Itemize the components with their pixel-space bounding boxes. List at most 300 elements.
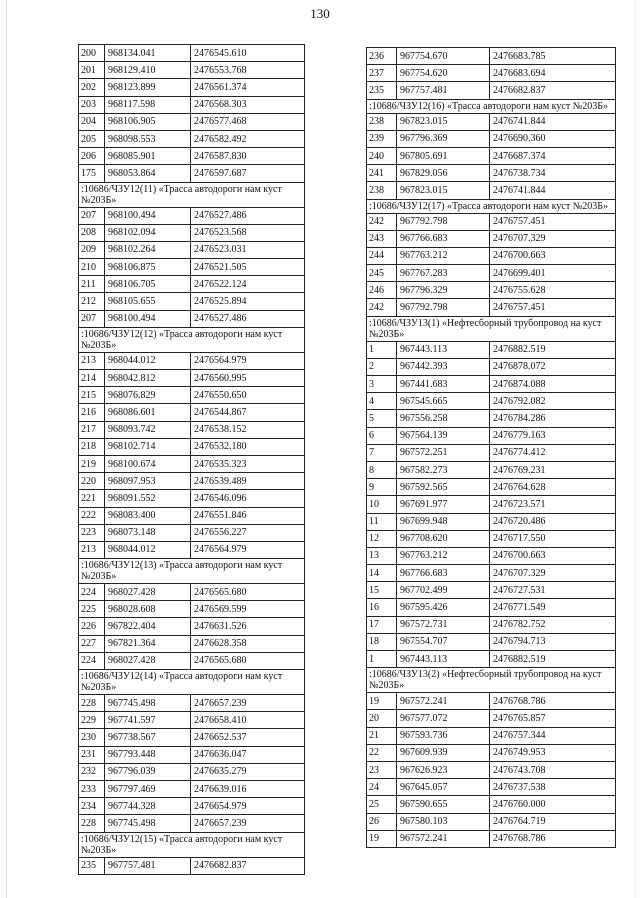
y-coordinate: 2476657.239 (191, 815, 305, 832)
right-table-body (367, 48, 616, 848)
x-coordinate: 968134.041 (105, 45, 191, 62)
table-row (367, 247, 616, 264)
y-coordinate: 2476521.505 (191, 259, 305, 276)
y-coordinate: 2476565.680 (191, 652, 305, 669)
table-row (79, 635, 305, 652)
point-number: 240 (367, 147, 397, 164)
table-row (367, 616, 616, 633)
table-row (367, 48, 616, 65)
x-coordinate: 968100.494 (105, 207, 191, 224)
table-row (79, 541, 305, 558)
table-row (367, 165, 616, 182)
y-coordinate: 2476569.599 (191, 601, 305, 618)
x-coordinate: 967699.948 (397, 513, 490, 530)
point-number: 218 (79, 438, 105, 455)
table-row (367, 530, 616, 547)
point-number: 207 (79, 310, 105, 327)
y-coordinate: 2476707.329 (490, 230, 616, 247)
left-table-body (79, 45, 305, 875)
x-coordinate: 968027.428 (105, 584, 191, 601)
x-coordinate: 967821.364 (105, 635, 191, 652)
point-number: 235 (79, 857, 105, 874)
x-coordinate: 967792.798 (397, 213, 490, 230)
x-coordinate: 967443.113 (397, 341, 490, 358)
point-number: 203 (79, 96, 105, 113)
table-row (79, 130, 305, 147)
table-row (367, 113, 616, 130)
point-number: 1 (367, 651, 397, 668)
point-number: 244 (367, 247, 397, 264)
point-number: 21 (367, 727, 397, 744)
y-coordinate: 2476539.489 (191, 473, 305, 490)
y-coordinate: 2476784.286 (490, 410, 616, 427)
table-row (79, 524, 305, 541)
point-number: 205 (79, 130, 105, 147)
table-row (367, 633, 616, 650)
section-title: :10686/ЧЗУ12(17) «Трасса автодороги нам куст №203Б» (367, 199, 616, 213)
point-number: 5 (367, 410, 397, 427)
point-number: 238 (367, 113, 397, 130)
table-row (367, 299, 616, 316)
y-coordinate: 2476878.072 (490, 358, 616, 375)
x-coordinate: 967593.736 (397, 727, 490, 744)
y-coordinate: 2476720.486 (490, 513, 616, 530)
section-header-row (79, 182, 305, 207)
table-row (79, 815, 305, 832)
x-coordinate: 967796.329 (397, 282, 490, 299)
table-row (367, 479, 616, 496)
table-row (79, 455, 305, 472)
table-row (79, 780, 305, 797)
table-row (367, 496, 616, 513)
x-coordinate: 967757.481 (397, 82, 490, 99)
y-coordinate: 2476699.401 (490, 265, 616, 282)
y-coordinate: 2476654.979 (191, 798, 305, 815)
table-row (79, 276, 305, 293)
point-number: 232 (79, 763, 105, 780)
y-coordinate: 2476764.719 (490, 813, 616, 830)
table-row (79, 165, 305, 182)
y-coordinate: 2476587.830 (191, 148, 305, 165)
x-coordinate: 967797.469 (105, 780, 191, 797)
point-number: 12 (367, 530, 397, 547)
y-coordinate: 2476792.082 (490, 393, 616, 410)
x-coordinate: 967805.691 (397, 147, 490, 164)
table-row (79, 370, 305, 387)
y-coordinate: 2476652.537 (191, 729, 305, 746)
y-coordinate: 2476757.451 (490, 213, 616, 230)
x-coordinate: 968073.148 (105, 524, 191, 541)
y-coordinate: 2476760.000 (490, 796, 616, 813)
point-number: 20 (367, 710, 397, 727)
x-coordinate: 967572.731 (397, 616, 490, 633)
y-coordinate: 2476737.538 (490, 779, 616, 796)
table-row (79, 96, 305, 113)
x-coordinate: 968083.400 (105, 507, 191, 524)
table-row (79, 746, 305, 763)
section-header-row (367, 316, 616, 341)
y-coordinate: 2476743.708 (490, 761, 616, 778)
y-coordinate: 2476700.663 (490, 547, 616, 564)
point-number: 11 (367, 513, 397, 530)
y-coordinate: 2476550.650 (191, 387, 305, 404)
table-row (367, 710, 616, 727)
table-row (367, 82, 616, 99)
y-coordinate: 2476658.410 (191, 712, 305, 729)
point-number: 206 (79, 148, 105, 165)
x-coordinate: 967754.620 (397, 65, 490, 82)
point-number: 14 (367, 565, 397, 582)
y-coordinate: 2476749.953 (490, 744, 616, 761)
table-row (79, 45, 305, 62)
point-number: 25 (367, 796, 397, 813)
point-number: 175 (79, 165, 105, 182)
table-row (367, 282, 616, 299)
x-coordinate: 968093.742 (105, 421, 191, 438)
section-header-row (79, 670, 305, 695)
y-coordinate: 2476527.486 (191, 310, 305, 327)
x-coordinate: 967626.923 (397, 761, 490, 778)
x-coordinate: 967582.273 (397, 461, 490, 478)
table-row (79, 79, 305, 96)
table-row (367, 761, 616, 778)
table-row (367, 358, 616, 375)
y-coordinate: 2476774.412 (490, 444, 616, 461)
point-number: 16 (367, 599, 397, 616)
table-row (367, 547, 616, 564)
x-coordinate: 967595.426 (397, 599, 490, 616)
table-row (367, 147, 616, 164)
section-title: :10686/ЧЗУ12(16) «Трасса автодороги нам куст №203Б» (367, 99, 616, 113)
y-coordinate: 2476683.785 (490, 48, 616, 65)
table-row (79, 148, 305, 165)
x-coordinate: 967545.665 (397, 393, 490, 410)
y-coordinate: 2476561.374 (191, 79, 305, 96)
point-number: 209 (79, 241, 105, 258)
y-coordinate: 2476764.628 (490, 479, 616, 496)
table-row (367, 813, 616, 830)
y-coordinate: 2476546.096 (191, 490, 305, 507)
section-title: :10686/ЧЗУ13(2) «Нефтесборный трубопровод на куст №203Б» (367, 668, 616, 693)
y-coordinate: 2476727.531 (490, 582, 616, 599)
x-coordinate: 968097.953 (105, 473, 191, 490)
x-coordinate: 968044.012 (105, 352, 191, 369)
y-coordinate: 2476717.550 (490, 530, 616, 547)
x-coordinate: 967792.798 (397, 299, 490, 316)
point-number: 219 (79, 455, 105, 472)
y-coordinate: 2476682.837 (490, 82, 616, 99)
x-coordinate: 967572.241 (397, 830, 490, 847)
table-row (79, 387, 305, 404)
y-coordinate: 2476564.979 (191, 541, 305, 558)
point-number: 213 (79, 352, 105, 369)
table-row (79, 601, 305, 618)
x-coordinate: 967691.977 (397, 496, 490, 513)
table-row (367, 213, 616, 230)
y-coordinate: 2476565.680 (191, 584, 305, 601)
table-row (367, 410, 616, 427)
table-row (367, 461, 616, 478)
x-coordinate: 967763.212 (397, 247, 490, 264)
y-coordinate: 2476535.323 (191, 455, 305, 472)
point-number: 15 (367, 582, 397, 599)
y-coordinate: 2476779.163 (490, 427, 616, 444)
x-coordinate: 967708.620 (397, 530, 490, 547)
section-header-row (79, 327, 305, 352)
section-title: :10686/ЧЗУ12(14) «Трасса автодороги нам куст №203Б» (79, 670, 305, 695)
x-coordinate: 968117.598 (105, 96, 191, 113)
point-number: 211 (79, 276, 105, 293)
y-coordinate: 2476741.844 (490, 182, 616, 199)
point-number: 22 (367, 744, 397, 761)
y-coordinate: 2476771.549 (490, 599, 616, 616)
x-coordinate: 968044.012 (105, 541, 191, 558)
point-number: 217 (79, 421, 105, 438)
point-number: 237 (367, 65, 397, 82)
x-coordinate: 967744.328 (105, 798, 191, 815)
table-row (79, 763, 305, 780)
y-coordinate: 2476639.016 (191, 780, 305, 797)
section-header-row (367, 668, 616, 693)
y-coordinate: 2476755.628 (490, 282, 616, 299)
table-row (79, 404, 305, 421)
table-row (79, 695, 305, 712)
section-header-row (79, 832, 305, 857)
table-row (367, 182, 616, 199)
table-row (367, 130, 616, 147)
x-coordinate: 968102.714 (105, 438, 191, 455)
coordinates-table-right (366, 47, 616, 848)
y-coordinate: 2476635.279 (191, 763, 305, 780)
section-title: :10686/ЧЗУ12(12) «Трасса автодороги нам куст №203Б» (79, 327, 305, 352)
table-row (367, 744, 616, 761)
x-coordinate: 967766.683 (397, 565, 490, 582)
table-row (79, 729, 305, 746)
point-number: 227 (79, 635, 105, 652)
x-coordinate: 967443.113 (397, 651, 490, 668)
x-coordinate: 968123.899 (105, 79, 191, 96)
point-number: 214 (79, 370, 105, 387)
table-row (79, 113, 305, 130)
x-coordinate: 967572.241 (397, 693, 490, 710)
table-row (79, 857, 305, 874)
y-coordinate: 2476741.844 (490, 113, 616, 130)
y-coordinate: 2476707.329 (490, 565, 616, 582)
y-coordinate: 2476768.786 (490, 830, 616, 847)
y-coordinate: 2476782.752 (490, 616, 616, 633)
point-number: 245 (367, 265, 397, 282)
section-header-row (79, 559, 305, 584)
point-number: 215 (79, 387, 105, 404)
point-number: 8 (367, 461, 397, 478)
point-number: 201 (79, 62, 105, 79)
y-coordinate: 2476544.867 (191, 404, 305, 421)
x-coordinate: 967822.404 (105, 618, 191, 635)
x-coordinate: 967741.597 (105, 712, 191, 729)
point-number: 231 (79, 746, 105, 763)
x-coordinate: 967592.565 (397, 479, 490, 496)
table-row (79, 652, 305, 669)
point-number: 202 (79, 79, 105, 96)
table-row (367, 599, 616, 616)
table-row (79, 62, 305, 79)
point-number: 207 (79, 207, 105, 224)
point-number: 221 (79, 490, 105, 507)
y-coordinate: 2476794.713 (490, 633, 616, 650)
y-coordinate: 2476757.344 (490, 727, 616, 744)
point-number: 204 (79, 113, 105, 130)
x-coordinate: 967823.015 (397, 182, 490, 199)
y-coordinate: 2476769.231 (490, 461, 616, 478)
section-title: :10686/ЧЗУ13(1) «Нефтесборный трубопровод на куст №203Б» (367, 316, 616, 341)
point-number: 223 (79, 524, 105, 541)
table-row (79, 618, 305, 635)
section-title: :10686/ЧЗУ12(13) «Трасса автодороги нам куст №203Б» (79, 559, 305, 584)
point-number: 234 (79, 798, 105, 815)
table-row (367, 265, 616, 282)
x-coordinate: 968053.864 (105, 165, 191, 182)
x-coordinate: 967590.655 (397, 796, 490, 813)
y-coordinate: 2476582.492 (191, 130, 305, 147)
x-coordinate: 967554.707 (397, 633, 490, 650)
table-row (79, 224, 305, 241)
x-coordinate: 967745.498 (105, 695, 191, 712)
x-coordinate: 967609.939 (397, 744, 490, 761)
point-number: 224 (79, 584, 105, 601)
y-coordinate: 2476523.031 (191, 241, 305, 258)
y-coordinate: 2476700.663 (490, 247, 616, 264)
x-coordinate: 967754.670 (397, 48, 490, 65)
point-number: 17 (367, 616, 397, 633)
point-number: 200 (79, 45, 105, 62)
point-number: 2 (367, 358, 397, 375)
point-number: 208 (79, 224, 105, 241)
x-coordinate: 967580.103 (397, 813, 490, 830)
point-number: 26 (367, 813, 397, 830)
x-coordinate: 968100.494 (105, 310, 191, 327)
table-row (367, 651, 616, 668)
point-number: 246 (367, 282, 397, 299)
point-number: 230 (79, 729, 105, 746)
point-number: 4 (367, 393, 397, 410)
y-coordinate: 2476564.979 (191, 352, 305, 369)
y-coordinate: 2476532.180 (191, 438, 305, 455)
x-coordinate: 967745.498 (105, 815, 191, 832)
y-coordinate: 2476577.468 (191, 113, 305, 130)
table-row (367, 65, 616, 82)
point-number: 228 (79, 815, 105, 832)
y-coordinate: 2476527.486 (191, 207, 305, 224)
y-coordinate: 2476556.227 (191, 524, 305, 541)
y-coordinate: 2476882.519 (490, 341, 616, 358)
y-coordinate: 2476687.374 (490, 147, 616, 164)
x-coordinate: 967572.251 (397, 444, 490, 461)
table-row (367, 727, 616, 744)
section-title: :10686/ЧЗУ12(15) «Трасса автодороги нам куст №203Б» (79, 832, 305, 857)
table-row (367, 427, 616, 444)
point-number: 7 (367, 444, 397, 461)
x-coordinate: 968086.601 (105, 404, 191, 421)
x-coordinate: 968106.905 (105, 113, 191, 130)
x-coordinate: 968106.875 (105, 259, 191, 276)
y-coordinate: 2476757.451 (490, 299, 616, 316)
table-row (367, 230, 616, 247)
x-coordinate: 967763.212 (397, 547, 490, 564)
table-row (367, 830, 616, 847)
table-row (367, 444, 616, 461)
point-number: 241 (367, 165, 397, 182)
x-coordinate: 967577.072 (397, 710, 490, 727)
table-row (79, 438, 305, 455)
x-coordinate: 968085.901 (105, 148, 191, 165)
x-coordinate: 967738.567 (105, 729, 191, 746)
point-number: 243 (367, 230, 397, 247)
y-coordinate: 2476657.239 (191, 695, 305, 712)
point-number: 9 (367, 479, 397, 496)
y-coordinate: 2476723.571 (490, 496, 616, 513)
y-coordinate: 2476560.995 (191, 370, 305, 387)
point-number: 216 (79, 404, 105, 421)
point-number: 225 (79, 601, 105, 618)
table-row (79, 293, 305, 310)
point-number: 24 (367, 779, 397, 796)
y-coordinate: 2476765.857 (490, 710, 616, 727)
x-coordinate: 967702.499 (397, 582, 490, 599)
table-row (79, 421, 305, 438)
table-row (79, 241, 305, 258)
table-row (79, 584, 305, 601)
point-number: 10 (367, 496, 397, 513)
x-coordinate: 967767.283 (397, 265, 490, 282)
y-coordinate: 2476874.088 (490, 376, 616, 393)
x-coordinate: 967556.258 (397, 410, 490, 427)
table-row (367, 341, 616, 358)
x-coordinate: 968129.410 (105, 62, 191, 79)
table-row (79, 259, 305, 276)
table-row (79, 352, 305, 369)
point-number: 13 (367, 547, 397, 564)
table-row (367, 693, 616, 710)
table-row (367, 376, 616, 393)
x-coordinate: 967564.139 (397, 427, 490, 444)
x-coordinate: 967757.481 (105, 857, 191, 874)
x-coordinate: 967766.683 (397, 230, 490, 247)
table-row (79, 507, 305, 524)
point-number: 19 (367, 830, 397, 847)
point-number: 220 (79, 473, 105, 490)
x-coordinate: 968028.608 (105, 601, 191, 618)
section-header-row (367, 199, 616, 213)
table-row (367, 513, 616, 530)
y-coordinate: 2476538.152 (191, 421, 305, 438)
point-number: 18 (367, 633, 397, 650)
scan-edge-right (635, 0, 636, 898)
table-row (79, 310, 305, 327)
coordinates-table-left (78, 44, 305, 875)
point-number: 1 (367, 341, 397, 358)
x-coordinate: 967796.039 (105, 763, 191, 780)
y-coordinate: 2476545.610 (191, 45, 305, 62)
scan-edge-left (6, 0, 7, 898)
y-coordinate: 2476690.360 (490, 130, 616, 147)
x-coordinate: 968100.674 (105, 455, 191, 472)
x-coordinate: 967442.393 (397, 358, 490, 375)
point-number: 236 (367, 48, 397, 65)
table-row (367, 582, 616, 599)
table-row (367, 393, 616, 410)
y-coordinate: 2476768.786 (490, 693, 616, 710)
point-number: 213 (79, 541, 105, 558)
